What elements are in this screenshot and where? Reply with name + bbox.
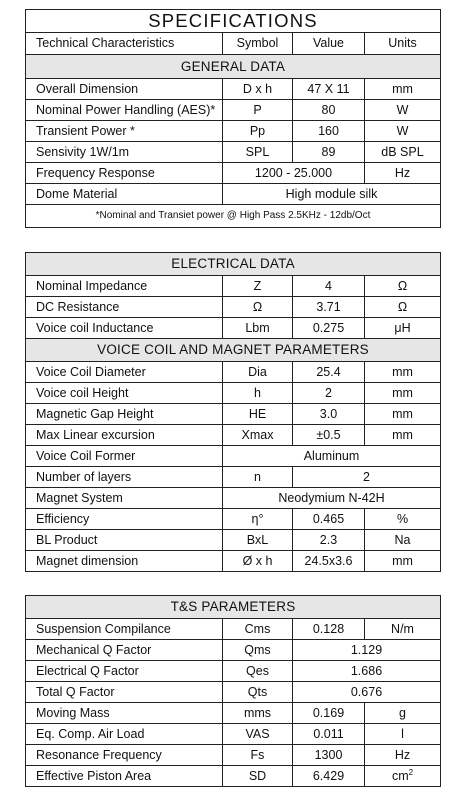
row-name: Magnetic Gap Height <box>26 404 223 425</box>
number-of-layers-row <box>26 467 441 488</box>
row-unit: N/m <box>365 619 441 640</box>
table-row <box>26 276 441 297</box>
table-row <box>26 530 441 551</box>
specifications-table <box>25 9 441 228</box>
table-row <box>26 121 441 142</box>
frequency-response-row <box>26 163 441 184</box>
row-unit: dB SPL <box>365 142 441 163</box>
dome-material-value: High module silk <box>223 184 441 205</box>
row-unit: mm <box>365 425 441 446</box>
row-symbol: BxL <box>223 530 293 551</box>
row-name: DC Resistance <box>26 297 223 318</box>
row-unit: W <box>365 121 441 142</box>
row-name: Max Linear excursion <box>26 425 223 446</box>
row-symbol: Pp <box>223 121 293 142</box>
row-unit: Hz <box>365 163 441 184</box>
row-symbol: η° <box>223 509 293 530</box>
row-symbol: D x h <box>223 79 293 100</box>
row-value: 89 <box>293 142 365 163</box>
row-name: Voice coil Height <box>26 383 223 404</box>
row-value: 0.011 <box>293 724 365 745</box>
table-row <box>26 297 441 318</box>
voice-coil-header-row <box>26 339 441 362</box>
magnet-system-row <box>26 488 441 509</box>
row-unit: μH <box>365 318 441 339</box>
row-name: Voice Coil Former <box>26 446 223 467</box>
suspension-compliance-row <box>26 619 441 640</box>
table-row <box>26 703 441 724</box>
power-note-row <box>26 205 441 228</box>
row-value: 80 <box>293 100 365 121</box>
general-data-header-row <box>26 55 441 79</box>
row-name: Dome Material <box>26 184 223 205</box>
row-unit: mm <box>365 551 441 572</box>
row-name: Overall Dimension <box>26 79 223 100</box>
row-unit: Na <box>365 530 441 551</box>
row-value: 0.275 <box>293 318 365 339</box>
row-symbol: Qms <box>223 640 293 661</box>
row-name: Moving Mass <box>26 703 223 724</box>
row-symbol: Dia <box>223 362 293 383</box>
col-header-characteristics: Technical Characteristics <box>26 33 223 55</box>
row-unit: mm <box>365 383 441 404</box>
row-name: Transient Power * <box>26 121 223 142</box>
table-row <box>26 79 441 100</box>
row-value: 25.4 <box>293 362 365 383</box>
row-symbol: Ø x h <box>223 551 293 572</box>
row-name: Efficiency <box>26 509 223 530</box>
row-symbol: SD <box>223 766 293 787</box>
row-symbol: Xmax <box>223 425 293 446</box>
row-symbol: h <box>223 383 293 404</box>
ts-parameters-table <box>25 595 441 787</box>
frequency-response-value: 1200 - 25.000 <box>223 163 365 184</box>
row-name: Number of layers <box>26 467 223 488</box>
row-unit: % <box>365 509 441 530</box>
row-name: Mechanical Q Factor <box>26 640 223 661</box>
row-value: 0.128 <box>293 619 365 640</box>
row-unit: mm <box>365 79 441 100</box>
unit-base: cm <box>391 769 409 784</box>
row-value: 1300 <box>293 745 365 766</box>
row-symbol: Cms <box>223 619 293 640</box>
row-unit: Hz <box>365 745 441 766</box>
ts-parameters-header-row <box>26 596 441 619</box>
voice-coil-former-value: Aluminum <box>223 446 441 467</box>
row-value: 4 <box>293 276 365 297</box>
row-unit: l <box>365 724 441 745</box>
row-value: 0.169 <box>293 703 365 724</box>
row-value: 3.71 <box>293 297 365 318</box>
table-row <box>26 724 441 745</box>
effective-piston-area-row <box>26 766 441 787</box>
row-value: 0.465 <box>293 509 365 530</box>
row-value: 1.129 <box>293 640 441 661</box>
power-note: *Nominal and Transiet power @ High Pass 2.5KHz - 12db/Oct <box>26 205 441 228</box>
number-of-layers-value: 2 <box>293 467 441 488</box>
row-value: 2 <box>293 383 365 404</box>
table-row <box>26 362 441 383</box>
row-symbol: Z <box>223 276 293 297</box>
electrical-data-header: ELECTRICAL DATA <box>26 253 441 276</box>
row-name: Effective Piston Area <box>26 766 223 787</box>
row-unit: Ω <box>365 276 441 297</box>
row-symbol: n <box>223 467 293 488</box>
row-symbol: Qes <box>223 661 293 682</box>
ts-parameters-header: T&S PARAMETERS <box>26 596 441 619</box>
row-symbol: mms <box>223 703 293 724</box>
table-row <box>26 404 441 425</box>
table-row <box>26 682 441 703</box>
table-row <box>26 425 441 446</box>
table-row <box>26 745 441 766</box>
row-value: 1.686 <box>293 661 441 682</box>
row-symbol: HE <box>223 404 293 425</box>
table-row <box>26 383 441 404</box>
row-name: Suspension Compilance <box>26 619 223 640</box>
specifications-title-row <box>26 10 441 33</box>
electrical-data-header-row <box>26 253 441 276</box>
row-value: 3.0 <box>293 404 365 425</box>
table-row <box>26 551 441 572</box>
row-value: 2.3 <box>293 530 365 551</box>
magnet-system-value: Neodymium N-42H <box>223 488 441 509</box>
row-name: Resonance Frequency <box>26 745 223 766</box>
row-unit <box>365 766 441 787</box>
row-unit: mm <box>365 404 441 425</box>
row-unit: Ω <box>365 297 441 318</box>
row-value: 6.429 <box>293 766 365 787</box>
row-unit: mm <box>365 362 441 383</box>
row-unit: g <box>365 703 441 724</box>
column-header-row <box>26 33 441 55</box>
row-symbol: SPL <box>223 142 293 163</box>
row-name: Voice coil Inductance <box>26 318 223 339</box>
col-header-value: Value <box>293 33 365 55</box>
row-name: Nominal Power Handling (AES)* <box>26 100 223 121</box>
voice-coil-former-row <box>26 446 441 467</box>
row-unit: W <box>365 100 441 121</box>
specifications-title: SPECIFICATIONS <box>26 10 441 33</box>
row-value: 0.676 <box>293 682 441 703</box>
row-name: Nominal Impedance <box>26 276 223 297</box>
row-symbol: Ω <box>223 297 293 318</box>
row-name: Voice Coil Diameter <box>26 362 223 383</box>
row-symbol: Lbm <box>223 318 293 339</box>
col-header-units: Units <box>365 33 441 55</box>
row-name: BL Product <box>26 530 223 551</box>
table-row <box>26 142 441 163</box>
col-header-symbol: Symbol <box>223 33 293 55</box>
row-symbol: P <box>223 100 293 121</box>
table-row <box>26 640 441 661</box>
row-name: Eq. Comp. Air Load <box>26 724 223 745</box>
row-name: Magnet dimension <box>26 551 223 572</box>
row-symbol: VAS <box>223 724 293 745</box>
electrical-data-table <box>25 252 441 572</box>
row-value: 160 <box>293 121 365 142</box>
row-symbol: Fs <box>223 745 293 766</box>
voice-coil-header: VOICE COIL AND MAGNET PARAMETERS <box>26 339 441 362</box>
row-name: Electrical Q Factor <box>26 661 223 682</box>
row-symbol: Qts <box>223 682 293 703</box>
table-row <box>26 318 441 339</box>
row-value: ±0.5 <box>293 425 365 446</box>
row-name: Sensivity 1W/1m <box>26 142 223 163</box>
row-name: Frequency Response <box>26 163 223 184</box>
row-name: Total Q Factor <box>26 682 223 703</box>
dome-material-row <box>26 184 441 205</box>
table-row <box>26 661 441 682</box>
row-name: Magnet System <box>26 488 223 509</box>
row-value: 24.5x3.6 <box>293 551 365 572</box>
table-row <box>26 100 441 121</box>
general-data-header: GENERAL DATA <box>26 55 441 79</box>
table-row <box>26 509 441 530</box>
row-value: 47 X 11 <box>293 79 365 100</box>
unit-superscript: 2 <box>408 768 414 778</box>
